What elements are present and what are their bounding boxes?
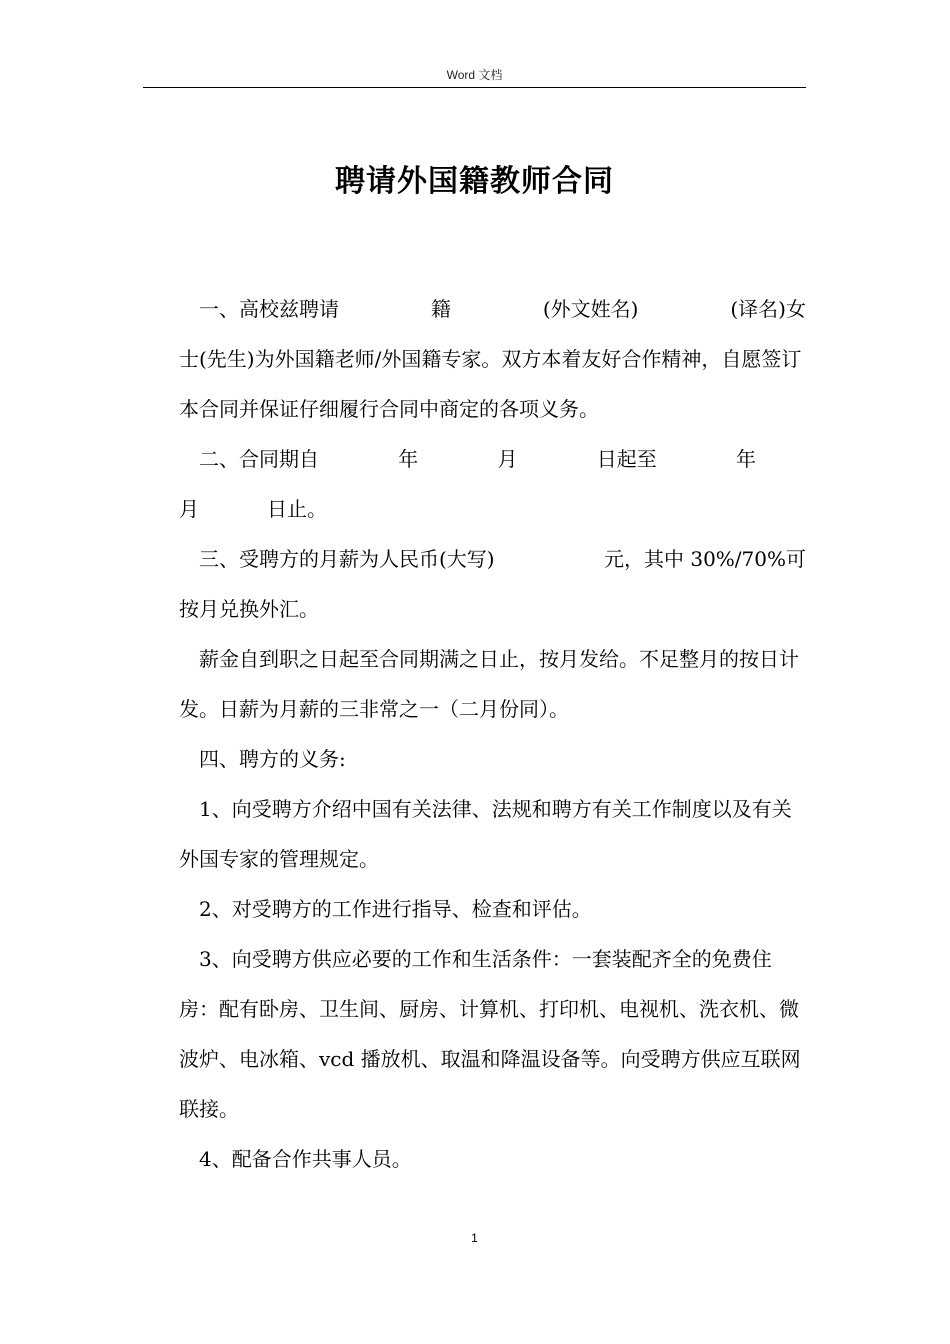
- clause-1-part: (外文姓名): [542, 297, 639, 321]
- salary-paragraph: 薪金自到职之日起至合同期满之日止，按月发给。不足整月的按日计发。日薪为月薪的三非常之一（二月份同）。: [179, 647, 799, 721]
- clause-4-heading: 四、聘方的义务:: [199, 747, 346, 771]
- clause-2-part: 年: [736, 447, 756, 471]
- clause-3-part: 元，其中 30%/70%可: [603, 547, 806, 571]
- clause-1-part: (译名)女: [730, 297, 806, 321]
- clause-2-month: 月: [179, 497, 199, 521]
- header-divider: [143, 87, 806, 88]
- clause-3-line: [179, 534, 806, 584]
- clause-1-part: 籍: [430, 297, 451, 321]
- clause-1-continuation: 士(先生)为外国籍老师/外国籍专家。双方本着友好合作精神，自愿签订本合同并保证仔细履行合同中商定的各项义务。: [179, 347, 802, 421]
- document-body: [179, 284, 806, 1184]
- clause-2-part: 日起至: [596, 447, 657, 471]
- clause-4-item: 3、向受聘方供应必要的工作和生活条件：一套装配齐全的免费住房：配有卧房、卫生间、厨房、计算机、打印机、电视机、洗衣机、微波炉、电冰箱、vcd 播放机、取温和降温设备等。向受聘方供应互联网联接。: [179, 947, 801, 1121]
- clause-4-item: 2、对受聘方的工作进行指导、检查和评估。: [199, 897, 592, 921]
- clause-1-line: [179, 284, 806, 334]
- page-header: Word 文档: [446, 68, 503, 82]
- clause-4-item: 4、配备合作共事人员。: [199, 1147, 412, 1171]
- page-number: 1: [471, 1231, 478, 1245]
- clause-2-day-end: 日止。: [267, 497, 327, 521]
- clause-3-part: 三、受聘方的月薪为人民币(大写): [199, 547, 495, 571]
- clause-2-line-2: [179, 484, 806, 534]
- clause-2-line: [179, 434, 806, 484]
- clause-2-part: 二、合同期自: [199, 447, 319, 471]
- clause-4-item: 1、向受聘方介绍中国有关法律、法规和聘方有关工作制度以及有关外国专家的管理规定。: [179, 797, 792, 871]
- clause-3-continuation: 按月兑换外汇。: [179, 597, 319, 621]
- document-title: 聘请外国籍教师合同: [335, 164, 614, 199]
- clause-2-part: 月: [497, 447, 518, 471]
- clause-1-part: 一、高校兹聘请: [199, 297, 339, 321]
- clause-2-part: 年: [398, 447, 419, 471]
